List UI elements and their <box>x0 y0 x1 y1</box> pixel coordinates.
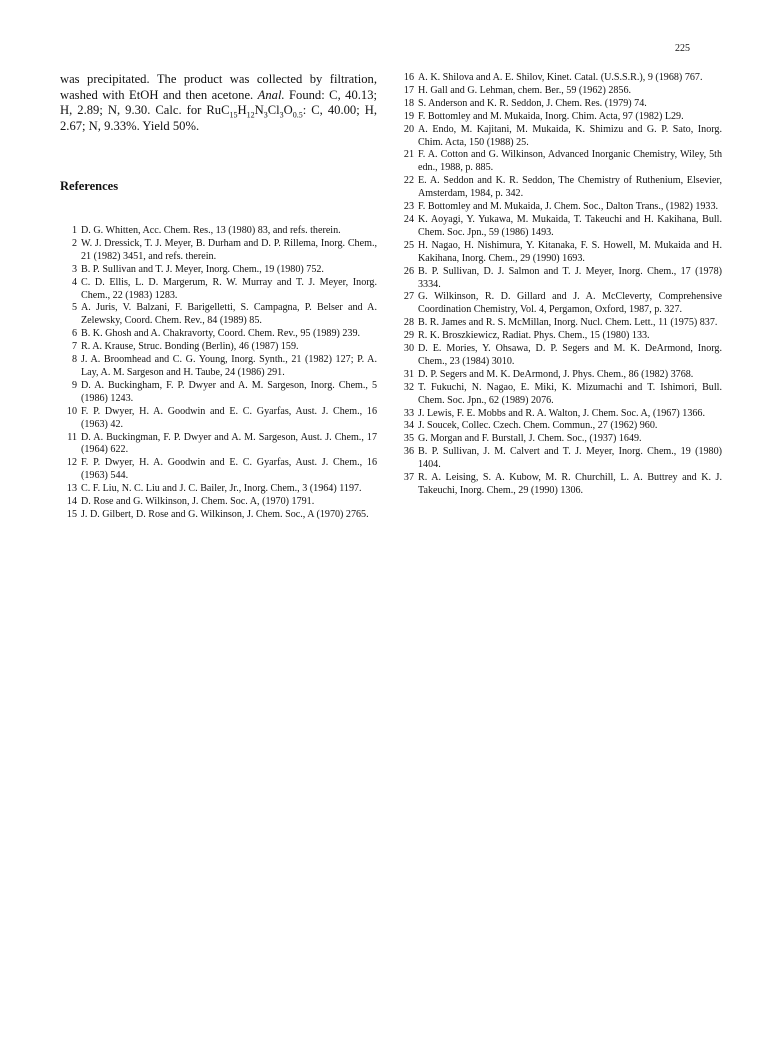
reference-item <box>397 369 722 382</box>
formula-subscript: 0.5 <box>292 110 303 120</box>
reference-number: 19 <box>403 110 414 122</box>
reference-text: E. A. Seddon and K. R. Seddon, The Chemistry of Ruthenium, Elsevier, Amsterdam, 1984, p. 342. <box>418 175 722 200</box>
reference-text: F. P. Dwyer, H. A. Goodwin and E. C. Gyarfas, Aust. J. Chem., 16 (1963) 544. <box>81 457 377 482</box>
reference-number: 32 <box>403 381 414 393</box>
formula-subscript: 3 <box>263 110 268 120</box>
reference-number: 25 <box>403 239 414 251</box>
reference-text: B. K. Ghosh and A. Chakravorty, Coord. Chem. Rev., 95 (1989) 239. <box>81 328 361 340</box>
formula-text: Cl <box>267 103 280 117</box>
reference-number: 7 <box>71 341 77 353</box>
paragraph-text: : C, 40.00; H, 2.67; N, 9.33%. Yield 50%. <box>60 103 377 133</box>
reference-text: G. Morgan and F. Burstall, J. Chem. Soc., (1937) 1649. <box>418 433 642 445</box>
reference-item <box>397 98 722 111</box>
reference-number: 21 <box>403 149 414 161</box>
reference-text: D. G. Whitten, Acc. Chem. Res., 13 (1980) 83, and refs. therein. <box>81 225 341 236</box>
reference-item <box>397 124 722 150</box>
experimental-paragraph <box>60 72 377 134</box>
reference-list-left <box>60 225 377 522</box>
reference-item <box>397 240 722 266</box>
reference-number: 35 <box>403 433 414 445</box>
reference-number: 12 <box>66 457 77 469</box>
reference-number: 24 <box>403 213 414 225</box>
reference-number: 36 <box>403 446 414 458</box>
reference-item <box>60 380 377 406</box>
reference-item <box>60 509 377 522</box>
reference-number: 1 <box>71 225 77 236</box>
reference-text: D. E. Mories, Y. Ohsawa, D. P. Segers and M. K. DeArmond, Inorg. Chem., 23 (1984) 3010. <box>418 343 722 367</box>
reference-item <box>60 483 377 496</box>
reference-item <box>397 408 722 421</box>
reference-number: 28 <box>403 317 414 329</box>
reference-number: 17 <box>403 84 414 96</box>
reference-item <box>397 420 722 433</box>
reference-text: T. Fukuchi, N. Nagao, E. Miki, K. Mizumachi and T. Ishimori, Bull. Chem. Soc. Jpn., 62 (1989) 2076. <box>418 381 722 406</box>
reference-text: F. Bottomley and M. Mukaida, J. Chem. Soc., Dalton Trans., (1982) 1933. <box>418 201 719 213</box>
reference-number: 30 <box>403 343 414 355</box>
reference-number: 26 <box>403 265 414 277</box>
reference-item <box>60 277 377 303</box>
reference-text: R. A. Krause, Struc. Bonding (Berlin), 46 (1987) 159. <box>81 341 299 353</box>
reference-item <box>397 201 722 214</box>
reference-text: G. Wilkinson, R. D. Gillard and J. A. McCleverty, Comprehensive Coordination Chemistry, Vol. 4, Pergamon, Oxford, 1987, p. 327. <box>418 291 722 316</box>
reference-text: B. P. Sullivan, J. M. Calvert and T. J. Meyer, Inorg. Chem., 19 (1980) 1404. <box>418 446 722 471</box>
reference-item <box>60 432 377 458</box>
reference-number: 23 <box>403 201 414 213</box>
paragraph-text: was precipitated. The product was collected by filtration, washed with EtOH and then acetone. <box>60 72 377 102</box>
reference-text: W. J. Dressick, T. J. Meyer, B. Durham and D. P. Rillema, Inorg. Chem., 21 (1982) 3451, and refs. therein. <box>81 237 377 262</box>
reference-text: B. P. Sullivan, D. J. Salmon and T. J. Meyer, Inorg. Chem., 17 (1978) 3334. <box>418 265 722 290</box>
reference-text: R. A. Leising, S. A. Kubow, M. R. Churchill, L. A. Buttrey and K. J. Takeuchi, Inorg. Chem., 29 (1990) 1306. <box>418 472 722 496</box>
reference-text: R. K. Broszkiewicz, Radiat. Phys. Chem., 15 (1980) 133. <box>418 330 650 342</box>
reference-text: D. A. Buckingham, F. P. Dwyer and A. M. Sargeson, Inorg. Chem., 5 (1986) 1243. <box>81 379 377 404</box>
reference-item <box>397 330 722 343</box>
reference-item <box>60 225 377 238</box>
reference-text: D. Rose and G. Wilkinson, J. Chem. Soc. A, (1970) 1791. <box>81 496 315 508</box>
formula-text: H <box>237 103 247 117</box>
reference-item <box>397 214 722 240</box>
page-number: 225 <box>675 43 690 54</box>
reference-text: D. A. Buckingman, F. P. Dwyer and A. M. Sargeson, Aust. J. Chem., 17 (1964) 622. <box>81 431 377 456</box>
reference-text: A. Endo, M. Kajitani, M. Mukaida, K. Shimizu and G. P. Sato, Inorg. Chim. Acta, 150 (1988) 25. <box>418 123 722 148</box>
reference-item <box>397 85 722 98</box>
reference-number: 31 <box>403 368 414 380</box>
reference-number: 3 <box>71 263 77 275</box>
reference-text: B. R. James and R. S. McMillan, Inorg. Nucl. Chem. Lett., 11 (1975) 837. <box>418 317 718 329</box>
experimental-text-column <box>60 72 377 134</box>
reference-number: 29 <box>403 330 414 342</box>
formula-subscript: 12 <box>246 110 255 120</box>
reference-text: J. Soucek, Collec. Czech. Chem. Commun., 27 (1962) 960. <box>418 420 658 432</box>
reference-number: 34 <box>403 420 414 432</box>
paragraph-text: Found: C, 40.13; H, 2.89; N, 9.30. Calc. for RuC <box>60 87 377 117</box>
reference-item <box>397 149 722 175</box>
reference-text: F. Bottomley and M. Mukaida, Inorg. Chim. Acta, 97 (1982) L29. <box>418 110 684 122</box>
reference-text: K. Aoyagi, Y. Yukawa, M. Mukaida, T. Takeuchi and H. Kakihana, Bull. Chem. Soc. Jpn., 59 (1986) 1493. <box>418 213 722 238</box>
reference-item <box>397 446 722 472</box>
reference-number: 6 <box>71 328 77 340</box>
formula-text: O <box>283 103 293 117</box>
reference-item <box>60 238 377 264</box>
reference-number: 37 <box>403 472 414 484</box>
reference-number: 22 <box>403 175 414 187</box>
reference-number: 9 <box>71 379 77 391</box>
references-heading: References <box>60 179 119 193</box>
reference-list-right <box>397 72 722 498</box>
reference-number: 5 <box>71 302 77 314</box>
reference-item <box>60 264 377 277</box>
reference-item <box>397 111 722 124</box>
reference-text: S. Anderson and K. R. Seddon, J. Chem. Res. (1979) 74. <box>418 97 647 109</box>
reference-text: J. Lewis, F. E. Mobbs and R. A. Walton, J. Chem. Soc. A, (1967) 1366. <box>418 407 705 419</box>
reference-item <box>60 406 377 432</box>
reference-number: 13 <box>66 483 77 495</box>
reference-item <box>60 302 377 328</box>
reference-item <box>397 472 722 498</box>
reference-number: 15 <box>66 508 77 520</box>
reference-item <box>60 496 377 509</box>
reference-number: 11 <box>67 431 77 443</box>
reference-item <box>60 328 377 341</box>
anal-label: Anal. <box>257 87 285 102</box>
formula-text: N <box>254 103 264 117</box>
reference-item <box>60 341 377 354</box>
reference-number: 14 <box>66 496 77 508</box>
reference-text: D. P. Segers and M. K. DeArmond, J. Phys. Chem., 86 (1982) 3768. <box>418 368 694 380</box>
reference-number: 2 <box>71 237 77 249</box>
reference-number: 33 <box>403 407 414 419</box>
reference-item <box>397 266 722 292</box>
reference-number: 16 <box>403 72 414 83</box>
reference-text: J. D. Gilbert, D. Rose and G. Wilkinson, J. Chem. Soc., A (1970) 2765. <box>81 508 369 520</box>
reference-text: H. Gall and G. Lehman, chem. Ber., 59 (1962) 2856. <box>418 84 632 96</box>
reference-item <box>397 343 722 369</box>
reference-text: F. P. Dwyer, H. A. Goodwin and E. C. Gyarfas, Aust. J. Chem., 16 (1963) 42. <box>81 405 377 430</box>
reference-item <box>397 72 722 85</box>
reference-text: C. F. Liu, N. C. Liu and J. C. Bailer, Jr., Inorg. Chem., 3 (1964) 1197. <box>81 483 362 495</box>
reference-text: F. A. Cotton and G. Wilkinson, Advanced Inorganic Chemistry, Wiley, 5th edn., 1988, p. 885. <box>418 149 722 174</box>
formula-subscript: 15 <box>229 110 238 120</box>
formula-subscript: 3 <box>279 110 284 120</box>
reference-text: B. P. Sullivan and T. J. Meyer, Inorg. Chem., 19 (1980) 752. <box>81 263 324 275</box>
reference-item <box>397 317 722 330</box>
reference-item <box>397 382 722 408</box>
reference-item <box>397 291 722 317</box>
reference-text: J. A. Broomhead and C. G. Young, Inorg. Synth., 21 (1982) 127; P. A. Lay, A. M. Sargeson and H. Taube, 24 (1986) 291. <box>81 354 377 378</box>
reference-number: 18 <box>403 97 414 109</box>
reference-number: 4 <box>71 276 77 288</box>
reference-text: A. Juris, V. Balzani, F. Barigelletti, S. Campagna, P. Belser and A. Zelewsky, Coord. Chem. Rev., 84 (1989) 85. <box>81 302 377 327</box>
reference-text: H. Nagao, H. Nishimura, Y. Kitanaka, F. S. Howell, M. Mukaida and H. Kakihana, Inorg. Chem., 29 (1990) 1693. <box>418 239 722 264</box>
reference-item <box>60 354 377 380</box>
reference-item <box>397 433 722 446</box>
reference-item <box>397 175 722 201</box>
reference-text: C. D. Ellis, L. D. Margerum, R. W. Murray and T. J. Meyer, Inorg. Chem., 22 (1983) 1283. <box>81 276 377 301</box>
reference-text: A. K. Shilova and A. E. Shilov, Kinet. Catal. (U.S.S.R.), 9 (1968) 767. <box>418 72 703 83</box>
reference-number: 27 <box>403 291 414 303</box>
reference-number: 20 <box>403 123 414 135</box>
reference-number: 8 <box>71 354 77 366</box>
reference-number: 10 <box>66 405 77 417</box>
reference-item <box>60 457 377 483</box>
